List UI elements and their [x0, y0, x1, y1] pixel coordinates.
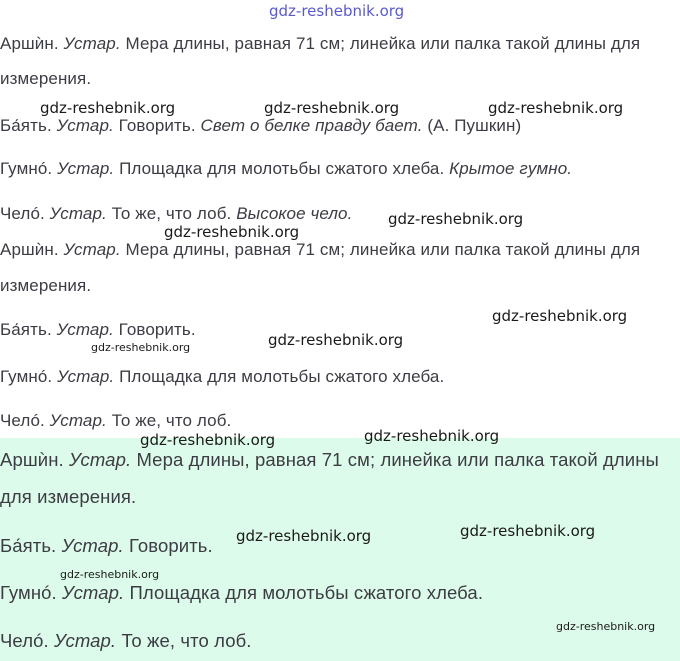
usage-mark: Устар.	[63, 34, 121, 53]
headword: Челó.	[0, 630, 49, 651]
watermark: gdz-reshebnik.org	[236, 527, 372, 545]
example: Крытое гумно.	[449, 159, 573, 178]
usage-mark: Устар.	[57, 367, 115, 386]
usage-mark: Устар.	[49, 411, 107, 430]
definition: Площадка для молотьбы сжатого хлеба.	[129, 582, 484, 603]
watermark: gdz-reshebnik.org	[488, 99, 624, 117]
definition: Мера длины, равная 71 см; линейка или палка такой длины для	[125, 240, 641, 259]
definition: То же, что лоб.	[121, 630, 252, 651]
definition: Говорить.	[118, 320, 196, 339]
watermark: gdz-reshebnik.org	[91, 341, 191, 354]
definition: Площадка для молотьбы сжатого хлеба.	[119, 367, 445, 386]
watermark: gdz-reshebnik.org	[268, 331, 404, 349]
definition: Мера длины, равная 71 см; линейка или палка такой длины для	[125, 34, 641, 53]
usage-mark: Устар.	[61, 535, 124, 556]
definition: Площадка для молотьбы сжатого хлеба.	[119, 159, 445, 178]
headword: Челó.	[0, 411, 45, 430]
usage-mark: Устар.	[49, 204, 107, 223]
entry-chelo-2	[0, 411, 231, 431]
watermark: gdz-reshebnik.org	[364, 427, 500, 445]
entry-gumno-1	[0, 159, 572, 179]
entry-gumno-2	[0, 367, 444, 387]
definition: То же, что лоб.	[111, 204, 232, 223]
usage-mark: Устар.	[56, 116, 114, 135]
watermark: gdz-reshebnik.org	[264, 99, 400, 117]
headword: Аршѝн.	[0, 449, 64, 470]
watermark: gdz-reshebnik.org	[556, 620, 656, 633]
watermark: gdz-reshebnik.org	[164, 223, 300, 241]
headword: Гумнó.	[0, 159, 53, 178]
entry-chelo-3	[0, 631, 252, 651]
source: (А. Пушкин)	[427, 116, 522, 135]
watermark: gdz-reshebnik.org	[388, 210, 524, 228]
watermark: gdz-reshebnik.org	[140, 431, 276, 449]
entry-arshin-2-cont: измерения.	[0, 276, 92, 295]
entry-bayat-2	[0, 320, 196, 340]
definition: Мера длины, равная 71 см; линейка или палка такой длины	[136, 449, 659, 470]
headword: Аршѝн.	[0, 240, 59, 259]
headword: Гумнó.	[0, 367, 53, 386]
watermark: gdz-reshebnik.org	[460, 522, 596, 540]
entry-gumno-3	[0, 583, 483, 603]
usage-mark: Устар.	[56, 320, 114, 339]
usage-mark: Устар.	[63, 240, 121, 259]
example: Свет о белке правду бает.	[200, 116, 423, 135]
entry-arshin-3	[0, 450, 659, 470]
usage-mark: Устар.	[53, 630, 117, 651]
header-watermark: gdz-reshebnik.org	[269, 2, 405, 20]
entry-arshin-3-cont: для измерения.	[0, 486, 137, 507]
headword: Ба́ять.	[0, 320, 52, 339]
watermark: gdz-reshebnik.org	[40, 99, 176, 117]
headword: Ба́ять.	[0, 116, 52, 135]
headword: Челó.	[0, 204, 45, 223]
entry-bayat-3	[0, 536, 213, 556]
example: Высокое чело.	[236, 204, 353, 223]
watermark: gdz-reshebnik.org	[60, 568, 160, 581]
entry-arshin-1-cont: измерения.	[0, 69, 92, 88]
definition: Говорить.	[129, 535, 213, 556]
entry-chelo-1	[0, 204, 352, 224]
usage-mark: Устар.	[57, 159, 115, 178]
headword: Гумнó.	[0, 582, 57, 603]
usage-mark: Устар.	[62, 582, 125, 603]
entry-arshin-2	[0, 240, 640, 260]
watermark: gdz-reshebnik.org	[492, 307, 628, 325]
definition: То же, что лоб.	[111, 411, 232, 430]
entry-arshin-1	[0, 34, 640, 54]
headword: Аршѝн.	[0, 34, 59, 53]
headword: Ба́ять.	[0, 535, 57, 556]
definition: Говорить.	[118, 116, 196, 135]
usage-mark: Устар.	[69, 449, 132, 470]
entry-bayat-1	[0, 116, 521, 136]
